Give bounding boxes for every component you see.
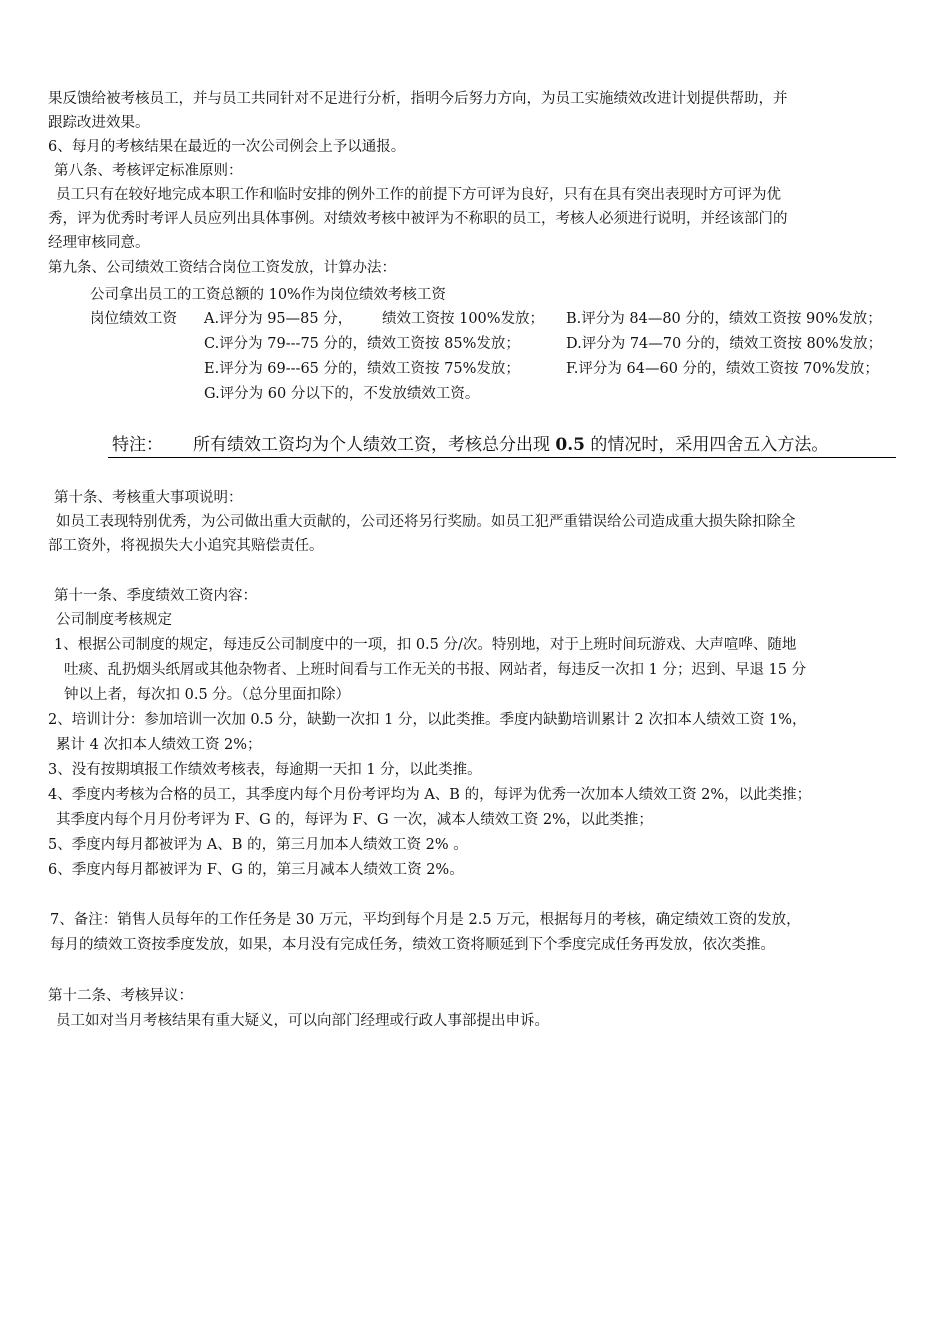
text-line: 经理审核同意。 <box>48 235 150 251</box>
text-line: 6、每月的考核结果在最近的一次公司例会上予以通报。 <box>48 139 406 155</box>
special-note-text: 所有绩效工资均为个人绩效工资，考核总分出现 <box>193 435 556 455</box>
text-line: 员工只有在较好地完成本职工作和临时安排的例外工作的前提下方可评为良好，只有在具有突出表现时方可评为优 <box>56 187 781 203</box>
special-note <box>112 433 828 457</box>
grade-c: C.评分为 79---75 分的，绩效工资按 85%发放； <box>204 336 520 352</box>
special-note-label: 特注： <box>112 435 163 455</box>
grade-f: F.评分为 64—60 分的，绩效工资按 70%发放； <box>566 361 879 377</box>
grade-d: D.评分为 74—70 分的，绩效工资按 80%发放； <box>566 336 883 352</box>
rule-item-6: 6、季度内每月都被评为 F、G 的，第三月减本人绩效工资 2%。 <box>48 862 464 878</box>
article-10-heading: 第十条、考核重大事项说明： <box>54 490 243 506</box>
text-line: 部工资外，将视损失大小追究其赔偿责任。 <box>48 538 324 554</box>
article-12-heading: 第十二条、考核异议： <box>48 988 193 1004</box>
text-line: 钟以上者，每次扣 0.5 分。（总分里面扣除） <box>64 687 351 703</box>
text-line: 果反馈给被考核员工，并与员工共同针对不足进行分析，指明今后努力方向，为员工实施绩效改进计划提供帮助，并 <box>48 91 788 107</box>
special-note-bold: 0.5 <box>555 435 585 455</box>
text-line: 如员工表现特别优秀，为公司做出重大贡献的，公司还将另行奖励。如员工犯严重错误给公司造成重大损失除扣除全 <box>56 514 796 530</box>
article-8-heading: 第八条、考核评定标准原则： <box>54 163 243 179</box>
grade-label: 岗位绩效工资 <box>90 311 177 327</box>
text-line: 跟踪改进效果。 <box>48 115 150 131</box>
rule-item-2: 2、培训计分：参加培训一次加 0.5 分，缺勤一次扣 1 分，以此类推。季度内缺勤培训累计 2 次扣本人绩效工资 1%， <box>48 712 807 728</box>
grade-a: A.评分为 95—85 分， <box>204 311 353 327</box>
special-note-text-end: 的情况时，采用四舍五入方法。 <box>584 435 829 455</box>
rule-item-3: 3、没有按期填报工作绩效考核表，每逾期一天扣 1 分，以此类推。 <box>48 762 482 778</box>
text-line: 员工如对当月考核结果有重大疑义，可以向部门经理或行政人事部提出申诉。 <box>56 1013 549 1029</box>
article-9-heading: 第九条、公司绩效工资结合岗位工资发放，计算办法： <box>48 260 396 276</box>
grade-e: E.评分为 69---65 分的，绩效工资按 75%发放； <box>204 361 520 377</box>
note-underline <box>108 457 896 458</box>
text-line: 每月的绩效工资按季度发放，如果，本月没有完成任务，绩效工资将顺延到下个季度完成任务再发放，依次类推。 <box>50 937 775 953</box>
text-line: 公司制度考核规定 <box>56 612 172 628</box>
grade-g: G.评分为 60 分以下的，不发放绩效工资。 <box>204 386 480 402</box>
article-11-heading: 第十一条、季度绩效工资内容： <box>54 588 257 604</box>
text-line: 秀，评为优秀时考评人员应列出具体事例。对绩效考核中被评为不称职的员工，考核人必须进行说明，并经该部门的 <box>48 211 788 227</box>
rule-item-1: 1、根据公司制度的规定，每违反公司制度中的一项，扣 0.5 分/次。特别地，对于上班时间玩游戏、大声喧哗、随地 <box>54 637 797 653</box>
text-line: 公司拿出员工的工资总额的 10%作为岗位绩效考核工资 <box>90 287 446 303</box>
rule-item-7: 7、备注：销售人员每年的工作任务是 30 万元，平均到每个月是 2.5 万元，根据每月的考核，确定绩效工资的发放， <box>50 912 801 928</box>
text-line: 其季度内每个月月份考评为 F、G 的，每评为 F、G 一次，减本人绩效工资 2%，以此类推； <box>56 812 653 828</box>
rule-item-4: 4、季度内考核为合格的员工，其季度内每个月份考评均为 A、B 的，每评为优秀一次加本人绩效工资 2%，以此类推； <box>48 787 812 803</box>
rule-item-5: 5、季度内每月都被评为 A、B 的，第三月加本人绩效工资 2% 。 <box>48 837 468 853</box>
text-line: 累计 4 次扣本人绩效工资 2%； <box>56 737 262 753</box>
grade-b: B.评分为 84—80 分的，绩效工资按 90%发放； <box>566 311 882 327</box>
text-line: 吐痰、乱扔烟头纸屑或其他杂物者、上班时间看与工作无关的书报、网站者，每违反一次扣 1 分；迟到、早退 15 分 <box>64 662 807 678</box>
grade-a-pay: 绩效工资按 100%发放； <box>382 311 545 327</box>
